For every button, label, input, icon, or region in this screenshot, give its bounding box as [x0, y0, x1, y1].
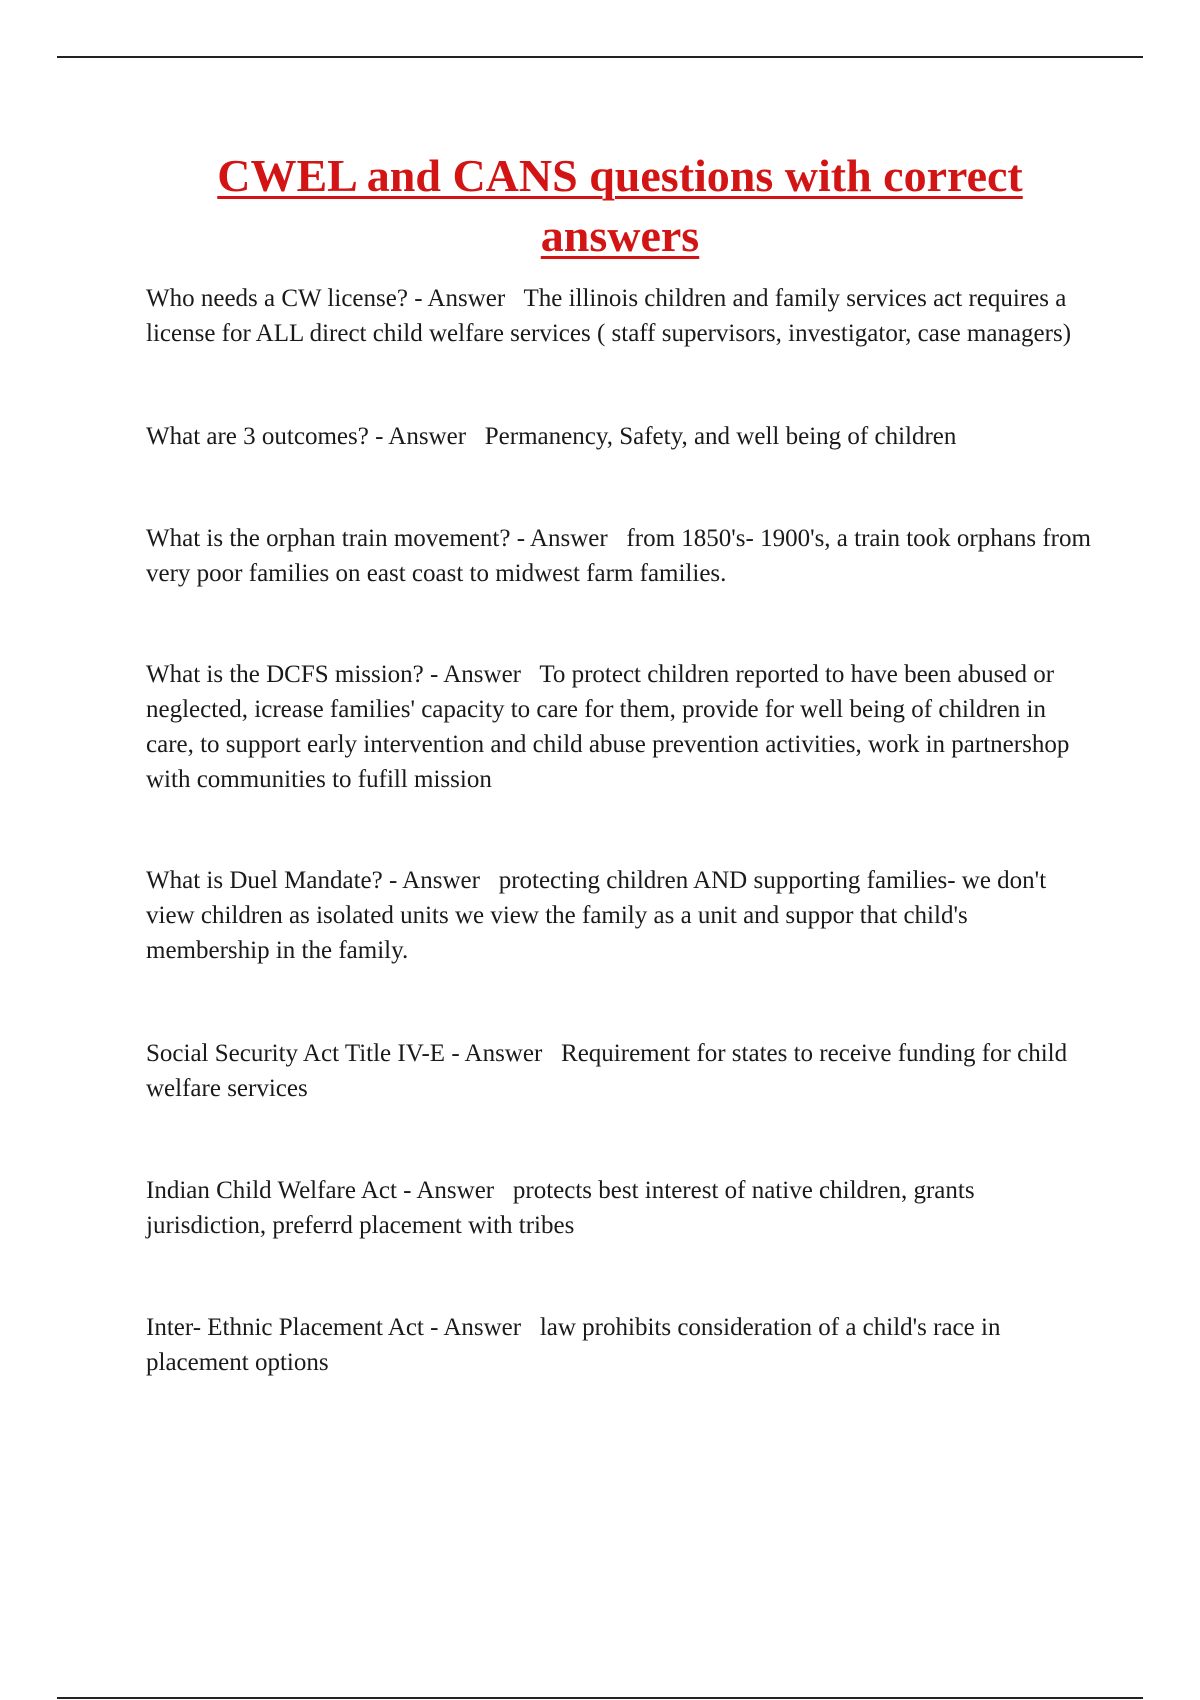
qa-list	[146, 281, 1096, 1380]
answer-3: from 1850's- 1900's, a train took orphans from very poor families on east coast to midwest farm families.	[146, 525, 1091, 587]
qa-item-2	[146, 419, 1096, 454]
question-5: What is Duel Mandate? - Answer	[146, 867, 480, 894]
qa-item-6	[146, 1036, 1096, 1106]
question-4: What is the DCFS mission? - Answer	[146, 661, 521, 688]
answer-6: Requirement for states to receive funding for child welfare services	[146, 1040, 1068, 1102]
qa-item-7	[146, 1173, 1096, 1243]
qa-item-8	[146, 1310, 1096, 1380]
question-8: Inter- Ethnic Placement Act - Answer	[146, 1314, 522, 1341]
answer-2: Permanency, Safety, and well being of children	[484, 423, 957, 450]
answer-8: law prohibits consideration of a child's race in placement options	[146, 1314, 1001, 1376]
qa-item-4	[146, 657, 1096, 797]
bottom-rule	[57, 1697, 1143, 1699]
question-7: Indian Child Welfare Act - Answer	[146, 1177, 495, 1204]
answer-7: protects best interest of native children, grants jurisdiction, preferrd placement with tribes	[146, 1177, 975, 1239]
answer-1: The illinois children and family services act requires a license for ALL direct child welfare services ( staff supervisors, investigator, case managers)	[146, 285, 1072, 347]
question-6: Social Security Act Title IV-E - Answer	[146, 1040, 543, 1067]
question-3: What is the orphan train movement? - Answer	[146, 525, 608, 552]
answer-4: To protect children reported to have been abused or neglected, icrease families' capacity to care for them, provide for well being of children in care, to support early intervention and child abuse prevention activities, work in partnershop with communities to fufill mission	[146, 661, 1070, 793]
top-rule	[57, 56, 1143, 58]
question-1: Who needs a CW license? - Answer	[146, 285, 506, 312]
answer-5: protecting children AND supporting families- we don't view children as isolated units we view the family as a unit and suppor that child's membership in the family.	[146, 867, 1047, 964]
document-title: CWEL and CANS questions with correct answers	[217, 150, 1023, 261]
qa-item-5	[146, 863, 1096, 968]
qa-item-1	[146, 281, 1096, 351]
question-2: What are 3 outcomes? - Answer	[146, 423, 467, 450]
qa-item-3	[146, 521, 1096, 591]
